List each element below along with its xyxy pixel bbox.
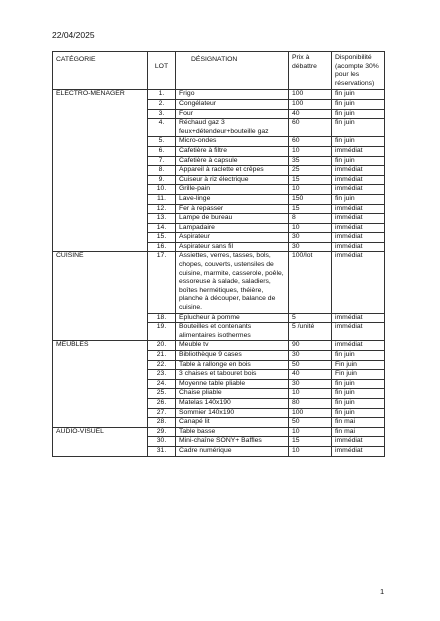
category-cell xyxy=(53,119,148,137)
lot-cell: 5. xyxy=(148,137,176,147)
document-date: 22/04/2025 xyxy=(52,30,95,40)
table-row xyxy=(53,90,385,100)
table-row xyxy=(53,175,385,185)
category-cell xyxy=(53,204,148,214)
lot-cell: 23. xyxy=(148,370,176,380)
lot-cell: 22. xyxy=(148,360,176,370)
category-cell xyxy=(53,360,148,370)
price-cell: 10 xyxy=(289,389,332,399)
price-cell: 10 xyxy=(289,185,332,195)
lot-cell: 13. xyxy=(148,214,176,224)
availability-cell: immédiat xyxy=(332,323,385,341)
price-cell: 25 xyxy=(289,166,332,176)
price-cell: 30 xyxy=(289,233,332,243)
table-row xyxy=(53,398,385,408)
price-cell: 15 xyxy=(289,437,332,447)
lot-cell: 18. xyxy=(148,313,176,323)
lot-cell: 15. xyxy=(148,233,176,243)
availability-cell: immédiat xyxy=(332,146,385,156)
designation-cell: Grille-pain xyxy=(176,185,289,195)
category-cell xyxy=(53,137,148,147)
table-row xyxy=(53,323,385,341)
lot-cell: 25. xyxy=(148,389,176,399)
designation-cell: Bibliothèque 9 cases xyxy=(176,351,289,361)
price-cell: 100/lot xyxy=(289,252,332,313)
availability-cell: immédiat xyxy=(332,223,385,233)
category-cell xyxy=(53,194,148,204)
lot-cell: 7. xyxy=(148,156,176,166)
lot-cell: 19. xyxy=(148,323,176,341)
table-row xyxy=(53,418,385,428)
table-row xyxy=(53,446,385,456)
lot-cell: 26. xyxy=(148,398,176,408)
availability-cell: fin juin xyxy=(332,389,385,399)
table-row xyxy=(53,313,385,323)
category-cell xyxy=(53,398,148,408)
availability-cell: immédiat xyxy=(332,214,385,224)
price-cell: 35 xyxy=(289,156,332,166)
table-row xyxy=(53,109,385,119)
table-row xyxy=(53,427,385,437)
designation-cell: Éplucheur à pomme xyxy=(176,313,289,323)
availability-cell: fin juin xyxy=(332,137,385,147)
price-cell: 10 xyxy=(289,223,332,233)
lot-cell: 6. xyxy=(148,146,176,156)
category-cell xyxy=(53,370,148,380)
availability-cell: immédiat xyxy=(332,166,385,176)
lot-cell: 1. xyxy=(148,90,176,100)
availability-cell: immédiat xyxy=(332,437,385,447)
category-cell xyxy=(53,313,148,323)
table-row xyxy=(53,233,385,243)
lot-cell: 24. xyxy=(148,379,176,389)
availability-cell: immédiat xyxy=(332,242,385,252)
price-cell: 50 xyxy=(289,418,332,428)
category-cell xyxy=(53,99,148,109)
price-cell: 10 xyxy=(289,446,332,456)
availability-cell: fin juin xyxy=(332,90,385,100)
designation-cell: Sommier 140x190 xyxy=(176,408,289,418)
lot-cell: 21. xyxy=(148,351,176,361)
lot-cell: 3. xyxy=(148,109,176,119)
price-cell: 100 xyxy=(289,90,332,100)
table-row xyxy=(53,223,385,233)
table-row xyxy=(53,137,385,147)
table-row xyxy=(53,408,385,418)
price-cell: 60 xyxy=(289,137,332,147)
price-cell: 15 xyxy=(289,204,332,214)
category-cell xyxy=(53,446,148,456)
designation-cell: Cafetière à capsule xyxy=(176,156,289,166)
availability-cell: immédiat xyxy=(332,252,385,313)
price-cell: 150 xyxy=(289,194,332,204)
availability-cell: immédiat xyxy=(332,446,385,456)
price-cell: 50 xyxy=(289,360,332,370)
designation-cell: Appareil à raclette et crêpes xyxy=(176,166,289,176)
designation-cell: Cuiseur à riz électrique xyxy=(176,175,289,185)
availability-cell: fin juin xyxy=(332,99,385,109)
category-cell xyxy=(53,379,148,389)
price-cell: 5 /unité xyxy=(289,323,332,341)
designation-cell: Fer à repasser xyxy=(176,204,289,214)
availability-cell: immédiat xyxy=(332,313,385,323)
designation-cell: Lampe de bureau xyxy=(176,214,289,224)
category-cell xyxy=(53,109,148,119)
lot-cell: 10. xyxy=(148,185,176,195)
table-row xyxy=(53,99,385,109)
designation-cell: Lave-linge xyxy=(176,194,289,204)
category-cell xyxy=(53,323,148,341)
lot-cell: 2. xyxy=(148,99,176,109)
availability-cell: fin juin xyxy=(332,398,385,408)
table-row xyxy=(53,166,385,176)
category-cell xyxy=(53,175,148,185)
designation-cell: Frigo xyxy=(176,90,289,100)
designation-cell: Table basse xyxy=(176,427,289,437)
lot-cell: 12. xyxy=(148,204,176,214)
availability-cell: immédiat xyxy=(332,175,385,185)
designation-cell: Table à rallonge en bois xyxy=(176,360,289,370)
category-cell xyxy=(53,185,148,195)
lot-cell: 27. xyxy=(148,408,176,418)
lot-cell: 29. xyxy=(148,427,176,437)
availability-cell: immédiat xyxy=(332,185,385,195)
designation-cell: 3 chaises et tabouret bois xyxy=(176,370,289,380)
table-row xyxy=(53,156,385,166)
designation-cell: Matelas 140x190 xyxy=(176,398,289,408)
availability-cell: fin juin xyxy=(332,194,385,204)
category-cell xyxy=(53,351,148,361)
price-cell: 30 xyxy=(289,351,332,361)
designation-cell: Lampadaire xyxy=(176,223,289,233)
table-row xyxy=(53,360,385,370)
table-row xyxy=(53,185,385,195)
lot-cell: 20. xyxy=(148,341,176,351)
designation-cell: Congélateur xyxy=(176,99,289,109)
category-cell xyxy=(53,156,148,166)
page-number: 1 xyxy=(380,587,385,596)
category-cell xyxy=(53,166,148,176)
header-categorie: CATÉGORIE xyxy=(53,52,148,90)
table-row xyxy=(53,242,385,252)
designation-cell: Meuble tv xyxy=(176,341,289,351)
availability-cell: immédiat xyxy=(332,341,385,351)
lot-cell: 14. xyxy=(148,223,176,233)
inventory-table xyxy=(52,51,385,457)
lot-cell: 28. xyxy=(148,418,176,428)
table-row xyxy=(53,252,385,313)
designation-cell: Aspirateur xyxy=(176,233,289,243)
category-cell xyxy=(53,437,148,447)
price-cell: 10 xyxy=(289,146,332,156)
designation-cell: Moyenne table pliable xyxy=(176,379,289,389)
category-cell: MEUBLES xyxy=(53,341,148,351)
lot-cell: 17. xyxy=(148,252,176,313)
table-row xyxy=(53,351,385,361)
availability-cell: fin mai xyxy=(332,418,385,428)
price-cell: 100 xyxy=(289,99,332,109)
lot-cell: 9. xyxy=(148,175,176,185)
category-cell xyxy=(53,418,148,428)
category-cell xyxy=(53,408,148,418)
category-cell xyxy=(53,223,148,233)
price-cell: 30 xyxy=(289,242,332,252)
price-cell: 90 xyxy=(289,341,332,351)
table-row xyxy=(53,204,385,214)
table-row xyxy=(53,389,385,399)
lot-cell: 11. xyxy=(148,194,176,204)
price-cell: 40 xyxy=(289,370,332,380)
price-cell: 30 xyxy=(289,379,332,389)
lot-cell: 30. xyxy=(148,437,176,447)
table-row xyxy=(53,437,385,447)
price-cell: 15 xyxy=(289,175,332,185)
price-cell: 5 xyxy=(289,313,332,323)
lot-cell: 31. xyxy=(148,446,176,456)
header-prix: Prix à débattre xyxy=(289,52,332,90)
availability-cell: fin mai xyxy=(332,427,385,437)
price-cell: 8 xyxy=(289,214,332,224)
table-row xyxy=(53,146,385,156)
designation-cell: Chaise pliable xyxy=(176,389,289,399)
category-cell: ELECTRO-MENAGER xyxy=(53,90,148,100)
table-row xyxy=(53,341,385,351)
category-cell: CUISINE xyxy=(53,252,148,313)
table-row xyxy=(53,119,385,137)
availability-cell: Fin juin xyxy=(332,370,385,380)
designation-cell: Aspirateur sans fil xyxy=(176,242,289,252)
availability-cell: fin juin xyxy=(332,109,385,119)
availability-cell: fin juin xyxy=(332,351,385,361)
category-cell xyxy=(53,146,148,156)
designation-cell: Cadre numérique xyxy=(176,446,289,456)
designation-cell: Cafetière à filtre xyxy=(176,146,289,156)
category-cell xyxy=(53,242,148,252)
price-cell: 10 xyxy=(289,427,332,437)
lot-cell: 16. xyxy=(148,242,176,252)
table-header-row xyxy=(53,52,385,90)
table-row xyxy=(53,370,385,380)
designation-cell: Four xyxy=(176,109,289,119)
availability-cell: fin juin xyxy=(332,408,385,418)
designation-cell: Bouteilles et contenants alimentaires isothermes xyxy=(176,323,289,341)
header-disponibilite: Disponibilité (acompte 30% pour les réservations) xyxy=(332,52,385,90)
table-row xyxy=(53,214,385,224)
table-row xyxy=(53,379,385,389)
availability-cell: fin juin xyxy=(332,119,385,137)
designation-cell: Réchaud gaz 3 feux+détendeur+bouteille gaz xyxy=(176,119,289,137)
availability-cell: fin juin xyxy=(332,156,385,166)
category-cell xyxy=(53,389,148,399)
lot-cell: 4. xyxy=(148,119,176,137)
lot-cell: 8. xyxy=(148,166,176,176)
designation-cell: Assiettes, verres, tasses, bols, chopes, couverts, ustensiles de cuisine, marmite, casserole, poêle, essoreuse à salade, saladiers, boîtes hermétiques, théière, planche à découper, balance de cuisine. xyxy=(176,252,289,313)
availability-cell: immédiat xyxy=(332,204,385,214)
header-designation: DÉSIGNATION xyxy=(176,52,289,90)
availability-cell: Fin juin xyxy=(332,360,385,370)
header-lot: LOT xyxy=(148,52,176,90)
price-cell: 40 xyxy=(289,109,332,119)
designation-cell: Mini-chaîne SONY+ Baffles xyxy=(176,437,289,447)
designation-cell: Canapé lit xyxy=(176,418,289,428)
designation-cell: Micro-ondes xyxy=(176,137,289,147)
table-row xyxy=(53,194,385,204)
price-cell: 60 xyxy=(289,119,332,137)
category-cell xyxy=(53,233,148,243)
price-cell: 100 xyxy=(289,408,332,418)
category-cell xyxy=(53,214,148,224)
category-cell: AUDIO-VISUEL xyxy=(53,427,148,437)
availability-cell: immédiat xyxy=(332,233,385,243)
price-cell: 80 xyxy=(289,398,332,408)
availability-cell: fin juin xyxy=(332,379,385,389)
